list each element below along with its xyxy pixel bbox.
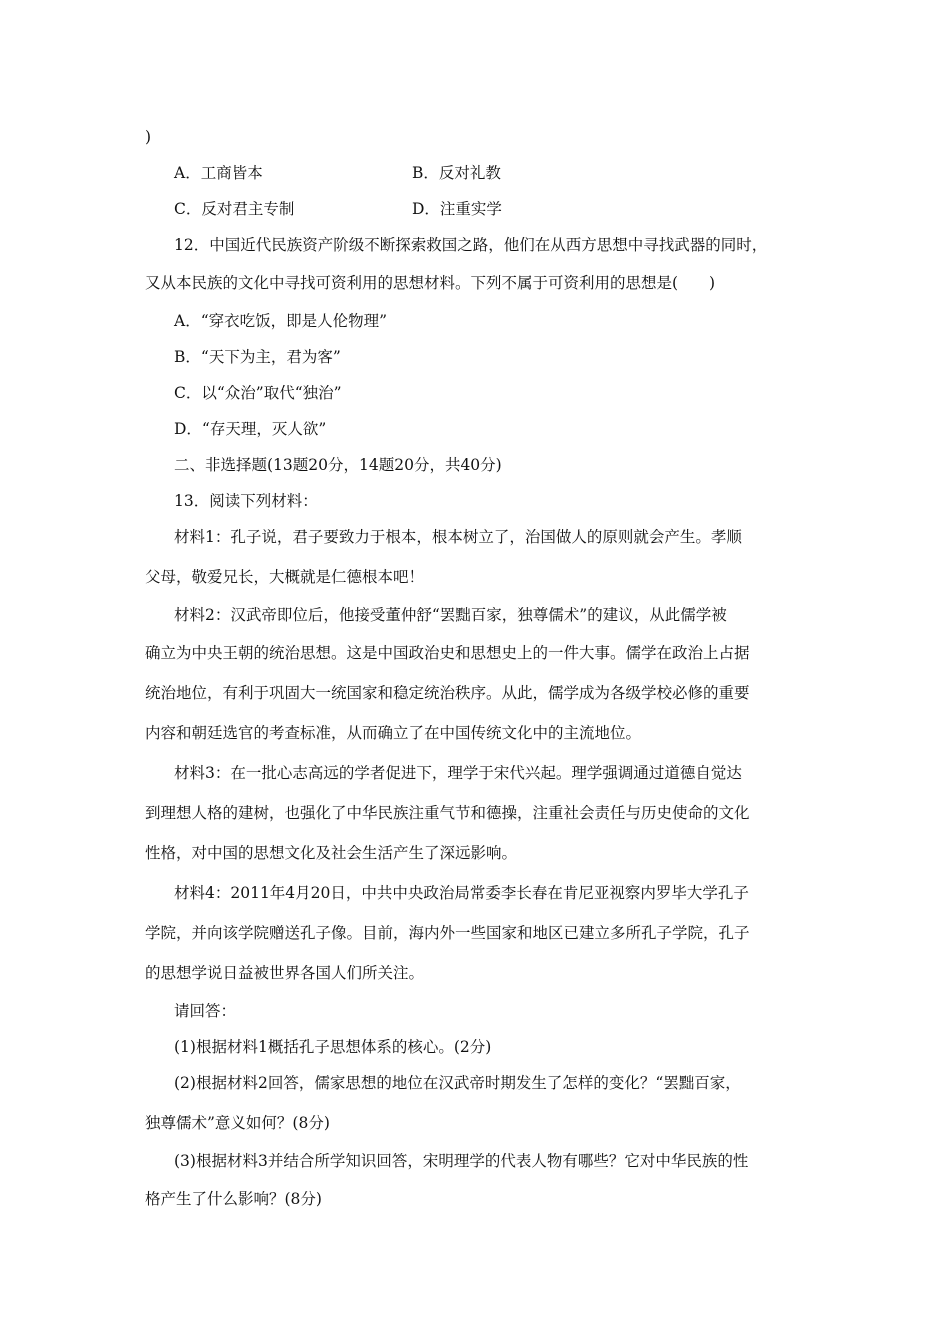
q11-closing-paren: ) bbox=[145, 128, 152, 146]
q12-option-b: B．“天下为主，君为客” bbox=[174, 348, 341, 366]
q13-intro: 13．阅读下列材料： bbox=[174, 492, 318, 510]
q11-option-b: B．反对礼教 bbox=[412, 164, 501, 182]
q11-option-a: A．工商皆本 bbox=[174, 164, 263, 182]
q12-stem-line2: 又从本民族的文化中寻找可资利用的思想材料。下列不属于可资利用的思想是( ) bbox=[145, 274, 716, 292]
answer-prompt: 请回答： bbox=[174, 1002, 237, 1020]
material-1-line1: 材料1：孔子说，君子要致力于根本，根本树立了，治国做人的原则就会产生。孝顺 bbox=[174, 528, 742, 546]
sub-question-3-line2: 格产生了什么影响？(8分) bbox=[145, 1190, 322, 1208]
sub-question-1: (1)根据材料1概括孔子思想体系的核心。(2分) bbox=[174, 1038, 492, 1056]
sub-question-2-line2: 独尊儒术”意义如何？(8分) bbox=[145, 1114, 330, 1132]
material-4-line2: 学院，并向该学院赠送孔子像。目前，海内外一些国家和地区已建立多所孔子学院，孔子 bbox=[145, 924, 750, 942]
q12-option-d: D．“存天理，灭人欲” bbox=[174, 420, 327, 438]
material-4-line3: 的思想学说日益被世界各国人们所关注。 bbox=[145, 964, 425, 982]
material-3-line2: 到理想人格的建树，也强化了中华民族注重气节和德操，注重社会责任与历史使命的文化 bbox=[145, 804, 750, 822]
q12-option-a: A．“穿衣吃饭，即是人伦物理” bbox=[174, 312, 388, 330]
sub-question-3-line1: (3)根据材料3并结合所学知识回答，宋明理学的代表人物有哪些？它对中华民族的性 bbox=[174, 1152, 749, 1170]
q11-option-c: C．反对君主专制 bbox=[174, 200, 295, 218]
material-2-line1: 材料2：汉武帝即位后，他接受董仲舒“罢黜百家，独尊儒术”的建议，从此儒学被 bbox=[174, 606, 727, 624]
section-heading: 二、非选择题(13题20分，14题20分，共40分) bbox=[174, 456, 502, 474]
q11-option-d: D．注重实学 bbox=[412, 200, 502, 218]
material-2-line3: 统治地位，有利于巩固大一统国家和稳定统治秩序。从此，儒学成为各级学校必修的重要 bbox=[145, 684, 750, 702]
material-3-line1: 材料3：在一批心志高远的学者促进下，理学于宋代兴起。理学强调通过道德自觉达 bbox=[174, 764, 742, 782]
material-2-line2: 确立为中央王朝的统治思想。这是中国政治史和思想史上的一件大事。儒学在政治上占据 bbox=[145, 644, 750, 662]
material-4-line1: 材料4：2011年4月20日，中共中央政治局常委李长春在肯尼亚视察内罗毕大学孔子 bbox=[174, 884, 749, 902]
q12-option-c: C．以“众治”取代“独治” bbox=[174, 384, 342, 402]
q12-stem-line1: 12．中国近代民族资产阶级不断探索救国之路，他们在从西方思想中寻找武器的同时， bbox=[174, 236, 768, 254]
material-2-line4: 内容和朝廷选官的考查标准，从而确立了在中国传统文化中的主流地位。 bbox=[145, 724, 642, 742]
sub-question-2-line1: (2)根据材料2回答，儒家思想的地位在汉武帝时期发生了怎样的变化？“罢黜百家， bbox=[174, 1074, 741, 1092]
material-3-line3: 性格，对中国的思想文化及社会生活产生了深远影响。 bbox=[145, 844, 518, 862]
material-1-line2: 父母，敬爱兄长，大概就是仁德根本吧！ bbox=[145, 568, 425, 586]
